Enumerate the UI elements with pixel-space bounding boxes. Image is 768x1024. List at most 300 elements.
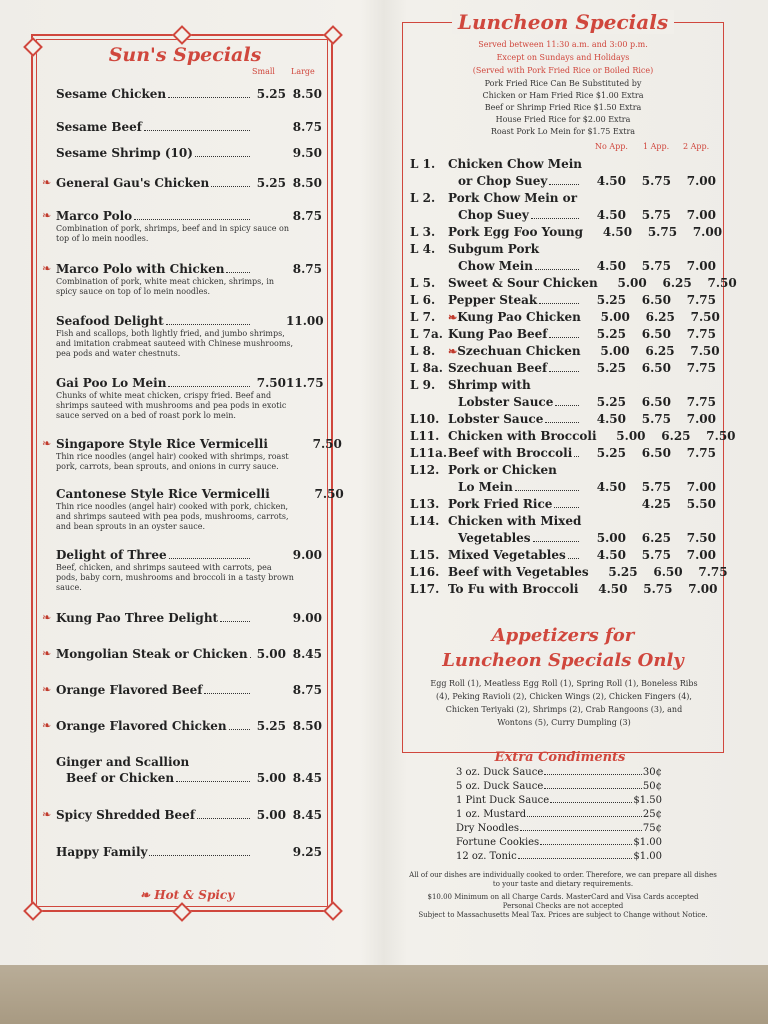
item-name: Kung Pao Chicken	[457, 310, 581, 324]
item-name: Kung Pao Three Delight	[56, 611, 219, 625]
price-2-app: 5.50	[686, 497, 716, 511]
item-name: Chicken Chow Mein	[448, 157, 582, 171]
item-code: L 8a.	[410, 361, 443, 375]
condiment-name: 3 oz. Duck Sauce	[456, 767, 544, 778]
item-row	[56, 719, 322, 733]
price-1-app: 5.75	[641, 174, 671, 188]
item-name: To Fu with Broccoli	[448, 582, 579, 596]
luncheon-row	[410, 344, 720, 361]
condiment-row	[456, 767, 662, 781]
col-2-app: 2 App.	[683, 142, 710, 151]
item-code: L 1.	[410, 157, 436, 171]
item-row	[56, 209, 322, 223]
price-1-app: 5.75	[641, 259, 671, 273]
dot-leader	[168, 385, 250, 387]
luncheon-row	[410, 225, 723, 242]
luncheon-specials-title: Luncheon Specials	[452, 10, 674, 34]
item-row	[56, 683, 322, 697]
price-1-app: 5.75	[647, 225, 678, 239]
item-name: General Gau's Chicken	[56, 176, 210, 190]
item-name: Subgum Pork	[448, 242, 540, 256]
dot-leader	[531, 218, 579, 219]
item-description: Combination of pork, white meat chicken, shrimps, in spicy sauce on top of lo mein noodles.	[56, 277, 275, 296]
item-description: Fish and scallops, both lightly fried, and jumbo shrimps, and imitation crabmeat sauteed with Chinese mushrooms, pea pods and water chestnuts.	[56, 329, 294, 358]
price-small: 7.50	[256, 376, 286, 390]
condiment-row	[456, 851, 662, 865]
price-no-app: 4.50	[596, 480, 626, 494]
luncheon-row	[410, 412, 716, 429]
dot-leader	[545, 422, 579, 423]
dot-leader	[144, 129, 250, 131]
price-2-app: 7.00	[686, 480, 716, 494]
price-small: 5.00	[256, 771, 286, 785]
item-name: Pepper Steak	[448, 293, 538, 307]
extra-condiments-title: Extra Condiments	[494, 750, 626, 765]
item-name: Chicken with Mixed	[448, 514, 582, 528]
item-code: L 2.	[410, 191, 436, 205]
dot-leader	[549, 337, 579, 338]
dot-leader	[549, 371, 579, 372]
luncheon-row	[410, 191, 716, 208]
substitution-line: House Fried Rice for $2.00 Extra	[495, 115, 631, 124]
item-name: Gai Poo Lo Mein	[56, 376, 167, 390]
price-large: 9.25	[292, 845, 322, 859]
condiment-price: $1.00	[633, 851, 662, 862]
price-1-app: 6.50	[641, 446, 671, 460]
condiment-price: 30¢	[642, 767, 662, 778]
item-name: Szechuan Beef	[448, 361, 548, 375]
price-no-app: 4.50	[596, 208, 626, 222]
price-1-app: 4.25	[641, 497, 671, 511]
hot-spicy-icon: ❧	[42, 176, 52, 189]
price-large: 8.45	[292, 808, 322, 822]
substitution-line: Beef or Shrimp Fried Rice $1.50 Extra	[484, 103, 642, 112]
item-code: L16.	[410, 565, 440, 579]
served-hours: Served between 11:30 a.m. and 3:00 p.m.	[478, 40, 648, 49]
item-code: L 7a.	[410, 327, 443, 341]
item-code: L13.	[410, 497, 440, 511]
price-no-app: 5.25	[596, 361, 626, 375]
price-2-app: 7.75	[686, 327, 716, 341]
special-item	[42, 808, 322, 822]
item-name: Sesame Shrimp (10)	[56, 146, 193, 160]
item-name: Pork or Chicken	[448, 463, 557, 477]
dot-leader	[540, 844, 632, 845]
appetizers-title-2: Luncheon Specials Only	[442, 650, 684, 671]
price-2-app: 7.00	[686, 412, 716, 426]
special-item	[56, 845, 322, 859]
price-large: 9.50	[292, 146, 322, 160]
dot-leader	[568, 558, 579, 559]
item-row	[56, 771, 322, 785]
luncheon-row	[410, 497, 716, 514]
dot-leader	[168, 96, 250, 98]
special-item	[56, 755, 322, 785]
luncheon-row	[410, 276, 737, 293]
substitution-line: Chicken or Ham Fried Rice $1.00 Extra	[482, 91, 644, 100]
price-2-app: 7.75	[686, 395, 716, 409]
item-name: Sesame Chicken	[56, 87, 167, 101]
item-name: Delight of Three	[56, 548, 167, 562]
condiment-row	[456, 795, 662, 809]
hot-spicy-legend: ❧ Hot & Spicy	[140, 888, 235, 902]
item-name: Orange Flavored Beef	[56, 683, 203, 697]
note-cooked-to-order: All of our dishes are individually cooked to order. Therefore, we can prepare all dishes to your taste and dietary requirements.	[409, 871, 717, 888]
price-no-app: 5.25	[608, 565, 638, 579]
item-code: L 4.	[410, 242, 436, 256]
condiment-row	[456, 823, 662, 837]
item-code: L 7.	[410, 310, 436, 324]
price-large: 8.50	[292, 719, 322, 733]
price-small: 5.00	[256, 808, 286, 822]
dot-leader	[533, 541, 579, 542]
condiment-name: 1 Pint Duck Sauce	[456, 795, 550, 806]
item-name: Marco Polo with Chicken	[56, 262, 225, 276]
dot-leader	[518, 858, 633, 859]
item-name: Szechuan Chicken	[457, 344, 581, 358]
item-name: Pork Egg Foo Young	[448, 225, 584, 239]
item-description: Chunks of white meat chicken, crispy fried. Beef and shrimps sauteed with mushrooms and pea pods in exotic sauce served on a bed of roast pork lo mein.	[56, 391, 287, 420]
price-2-app: 7.00	[686, 208, 716, 222]
price-no-app: 5.25	[596, 293, 626, 307]
item-name: Chop Suey	[458, 208, 529, 222]
note-charge-minimum: $10.00 Minimum on all Charge Cards. MasterCard and Visa Cards accepted	[427, 893, 699, 901]
luncheon-row	[410, 174, 716, 191]
price-2-app: 7.75	[686, 446, 716, 460]
special-item	[42, 647, 322, 661]
luncheon-row	[410, 548, 716, 565]
hot-spicy-label: Hot & Spicy	[154, 888, 235, 902]
item-description: Combination of pork, shrimps, beef and in spicy sauce on top of lo mein noodles.	[56, 224, 289, 243]
luncheon-row	[410, 293, 716, 310]
size-small-header: Small	[252, 67, 275, 76]
price-large: 11.75	[286, 376, 324, 390]
item-name: Lobster Sauce	[458, 395, 554, 409]
dot-leader	[176, 780, 250, 782]
price-no-app: 5.00	[596, 531, 626, 545]
condiment-price: $1.50	[633, 795, 662, 806]
condiment-row	[456, 837, 662, 851]
price-large: 9.00	[292, 548, 322, 562]
item-name: Beef with Broccoli	[448, 446, 573, 460]
price-2-app: 7.75	[698, 565, 728, 579]
item-name: Singapore Style Rice Vermicelli	[56, 437, 268, 451]
item-row	[56, 87, 322, 101]
item-name: Pork Fried Rice	[448, 497, 553, 511]
item-description: Thin rice noodles (angel hair) cooked with shrimps, roast pork, carrots, bean sprouts, and onions in curry sauce.	[56, 452, 289, 471]
item-name: Beef with Vegetables	[448, 565, 589, 579]
luncheon-row	[410, 480, 716, 497]
item-code: L17.	[410, 582, 440, 596]
price-no-app: 5.00	[617, 276, 647, 290]
item-row	[56, 262, 322, 276]
dot-leader	[550, 802, 632, 803]
item-name: Mixed Vegetables	[448, 548, 566, 562]
item-name: Ginger and Scallion	[56, 755, 190, 769]
dot-leader	[226, 271, 250, 273]
size-large-header: Large	[291, 67, 315, 76]
item-name: Lobster Sauce	[448, 412, 544, 426]
item-code: L14.	[410, 514, 440, 528]
price-1-app: 6.50	[641, 327, 671, 341]
price-1-app: 6.25	[662, 276, 692, 290]
price-small: 5.25	[256, 719, 286, 733]
col-1-app: 1 App.	[643, 142, 670, 151]
special-item	[42, 683, 322, 697]
dot-leader	[555, 405, 579, 406]
price-small: 5.25	[256, 176, 286, 190]
price-large: 11.00	[286, 314, 324, 328]
item-row	[56, 437, 342, 451]
price-large: 7.50	[314, 487, 344, 501]
price-1-app: 6.25	[645, 310, 675, 324]
item-name: Cantonese Style Rice Vermicelli	[56, 487, 270, 501]
price-no-app: 4.50	[596, 412, 626, 426]
price-2-app: 7.00	[686, 548, 716, 562]
dot-leader	[149, 854, 250, 856]
item-code: L11a.	[410, 446, 448, 460]
dot-leader	[544, 774, 642, 775]
item-row	[56, 808, 322, 822]
condiment-price: $1.00	[633, 837, 662, 848]
hot-spicy-icon: ❧	[42, 719, 52, 732]
hot-spicy-icon: ❧	[448, 345, 458, 358]
dot-leader	[554, 507, 579, 508]
item-name: Orange Flavored Chicken	[56, 719, 227, 733]
item-name: Vegetables	[458, 531, 531, 545]
dot-leader	[527, 816, 642, 817]
luncheon-row	[410, 514, 716, 531]
substitution-line: Roast Pork Lo Mein for $1.75 Extra	[490, 127, 636, 136]
price-small: 5.00	[256, 647, 286, 661]
price-2-app: 7.75	[686, 293, 716, 307]
special-item	[42, 437, 342, 472]
item-code: L 9.	[410, 378, 436, 392]
item-name: Chow Mein	[458, 259, 533, 273]
price-2-app: 7.50	[686, 531, 716, 545]
item-name: Spicy Shredded Beef	[56, 808, 195, 822]
price-2-app: 7.75	[686, 361, 716, 375]
price-large: 8.50	[292, 176, 322, 190]
item-name: Shrimp with	[448, 378, 531, 392]
item-code: L 5.	[410, 276, 436, 290]
item-row	[56, 314, 322, 328]
price-no-app: 5.00	[616, 429, 646, 443]
served-with-note: (Served with Pork Fried Rice or Boiled Rice)	[472, 66, 654, 75]
price-no-app: 4.50	[596, 259, 626, 273]
item-row	[56, 120, 322, 134]
hot-spicy-icon: ❧	[42, 683, 52, 696]
condiment-price: 25¢	[642, 809, 662, 820]
dot-leader	[539, 303, 579, 304]
hot-spicy-icon: ❧	[448, 311, 458, 324]
special-item	[42, 262, 322, 297]
price-1-app: 5.75	[641, 412, 671, 426]
price-large: 8.45	[292, 771, 322, 785]
table-surface	[0, 965, 768, 1024]
special-item	[56, 314, 322, 359]
condiment-name: Fortune Cookies	[456, 837, 540, 848]
item-row	[56, 176, 322, 190]
appetizer-options: Egg Roll (1), Meatless Egg Roll (1), Spring Roll (1), Boneless Ribs (4), Peking Ravioli (2), Chicken Wings (2), Chicken Fingers (4), Chicken Teriyaki (2), Shrimps (2), Crab Rangoons (3), and Wontons (5), Curry Dumpling (3)	[430, 679, 698, 727]
item-description: Thin rice noodles (angel hair) cooked with pork, chicken, and shrimps sauteed with pea pods, mushrooms, carrots, and bean sprouts in an oyster sauce.	[56, 502, 289, 531]
luncheon-row	[410, 208, 716, 225]
special-item	[56, 120, 322, 134]
item-name: Pork Chow Mein or	[448, 191, 578, 205]
price-2-app: 7.00	[692, 225, 723, 239]
price-no-app: 5.25	[596, 395, 626, 409]
price-no-app: 5.25	[596, 446, 626, 460]
hot-spicy-icon: ❧	[42, 209, 52, 222]
price-large: 8.75	[292, 209, 322, 223]
luncheon-row	[410, 327, 716, 344]
price-large: 8.75	[292, 262, 322, 276]
dot-leader	[515, 490, 579, 491]
price-2-app: 7.50	[690, 344, 720, 358]
special-item	[56, 146, 322, 160]
hot-spicy-icon: ❧	[42, 611, 52, 624]
luncheon-row	[410, 395, 716, 412]
condiment-name: 5 oz. Duck Sauce	[456, 781, 544, 792]
dot-leader	[520, 830, 642, 831]
price-large: 9.00	[292, 611, 322, 625]
hot-spicy-icon: ❧	[42, 262, 52, 275]
except-note: Except on Sundays and Holidays	[496, 53, 630, 62]
dot-leader	[549, 184, 579, 185]
price-no-app: 5.00	[600, 344, 630, 358]
item-description: Beef, chicken, and shrimps sauteed with carrots, pea pods, baby corn, mushrooms and broccoli in a tasty brown sauce.	[56, 563, 294, 592]
dot-leader	[535, 269, 579, 270]
luncheon-row	[410, 378, 716, 395]
item-name: Sweet & Sour Chicken	[448, 276, 598, 290]
price-large: 7.50	[312, 437, 342, 451]
item-name: Marco Polo	[56, 209, 133, 223]
special-item	[56, 548, 322, 593]
price-2-app: 7.00	[686, 174, 716, 188]
item-code: L 3.	[410, 225, 436, 239]
luncheon-row	[410, 446, 716, 463]
note-tax: Subject to Massachusetts Meal Tax. Prices are subject to Change without Notice.	[418, 911, 708, 919]
item-name: Kung Pao Beef	[448, 327, 548, 341]
luncheon-row	[410, 242, 716, 259]
price-no-app: 4.50	[602, 225, 633, 239]
item-row	[56, 548, 322, 562]
condiment-name: Dry Noodles	[456, 823, 520, 834]
item-row	[56, 376, 322, 390]
luncheon-row	[410, 157, 716, 174]
suns-specials-title: Sun's Specials	[108, 44, 262, 66]
note-checks: Personal Checks are not accepted	[502, 902, 624, 910]
item-code: L 6.	[410, 293, 436, 307]
special-item	[56, 87, 322, 101]
item-code: L 8.	[410, 344, 436, 358]
price-1-app: 5.75	[641, 548, 671, 562]
special-item	[42, 176, 322, 190]
luncheon-row	[410, 463, 716, 480]
dot-leader	[229, 728, 250, 730]
condiments-list	[456, 767, 662, 865]
dot-leader	[134, 218, 250, 220]
dot-leader	[544, 788, 642, 789]
col-no-app: No App.	[595, 142, 628, 151]
price-small: 5.25	[256, 87, 286, 101]
item-row	[56, 487, 344, 501]
price-2-app: 7.50	[707, 276, 737, 290]
price-1-app: 5.75	[643, 582, 673, 596]
luncheon-row	[410, 582, 716, 599]
price-large: 8.75	[292, 120, 322, 134]
special-item	[56, 376, 322, 421]
condiment-price: 50¢	[642, 781, 662, 792]
price-2-app: 7.50	[690, 310, 720, 324]
price-1-app: 6.50	[641, 361, 671, 375]
luncheon-row	[410, 531, 716, 548]
price-1-app: 5.75	[641, 480, 671, 494]
price-large: 8.75	[292, 683, 322, 697]
hot-spicy-icon: ❧	[42, 808, 52, 821]
item-code: L12.	[410, 463, 440, 477]
item-code: L15.	[410, 548, 440, 562]
special-item	[42, 209, 322, 244]
price-no-app: 5.00	[600, 310, 630, 324]
dot-leader	[220, 620, 250, 622]
item-name: Seafood Delight	[56, 314, 164, 328]
dot-leader	[574, 456, 579, 457]
price-1-app: 5.75	[641, 208, 671, 222]
price-1-app: 6.25	[645, 344, 675, 358]
item-name: Happy Family	[56, 845, 148, 859]
dot-leader	[211, 185, 250, 187]
item-code: L10.	[410, 412, 440, 426]
luncheon-row	[410, 565, 728, 582]
price-no-app: 5.25	[596, 327, 626, 341]
price-1-app: 6.50	[653, 565, 683, 579]
menu-notes	[405, 871, 721, 920]
price-no-app: 4.50	[596, 174, 626, 188]
special-item	[42, 611, 322, 625]
dot-leader	[197, 817, 250, 819]
luncheon-list	[410, 157, 737, 599]
dot-leader	[195, 155, 250, 157]
item-name: Mongolian Steak or Chicken	[56, 647, 248, 661]
dot-leader	[204, 692, 250, 694]
price-2-app: 7.00	[688, 582, 718, 596]
price-2-app: 7.50	[706, 429, 736, 443]
item-code: L11.	[410, 429, 440, 443]
price-no-app: 4.50	[598, 582, 628, 596]
price-1-app: 6.50	[641, 395, 671, 409]
price-1-app: 6.25	[661, 429, 691, 443]
special-item	[42, 719, 322, 733]
hot-spicy-icon: ❧	[42, 647, 52, 660]
price-1-app: 6.50	[641, 293, 671, 307]
dot-leader	[169, 557, 250, 559]
item-row	[56, 845, 322, 859]
appetizers-title-1: Appetizers for	[491, 625, 635, 646]
condiment-row	[456, 809, 662, 823]
luncheon-row	[410, 429, 736, 446]
luncheon-row	[410, 259, 716, 276]
price-no-app: 4.50	[596, 548, 626, 562]
price-large: 8.50	[292, 87, 322, 101]
item-row	[56, 647, 322, 661]
luncheon-row	[410, 310, 720, 327]
special-item	[56, 487, 344, 532]
item-name: Beef or Chicken	[66, 771, 175, 785]
condiment-name: 1 oz. Mustard	[456, 809, 527, 820]
hot-spicy-icon: ❧	[42, 437, 52, 450]
price-large: 8.45	[292, 647, 322, 661]
